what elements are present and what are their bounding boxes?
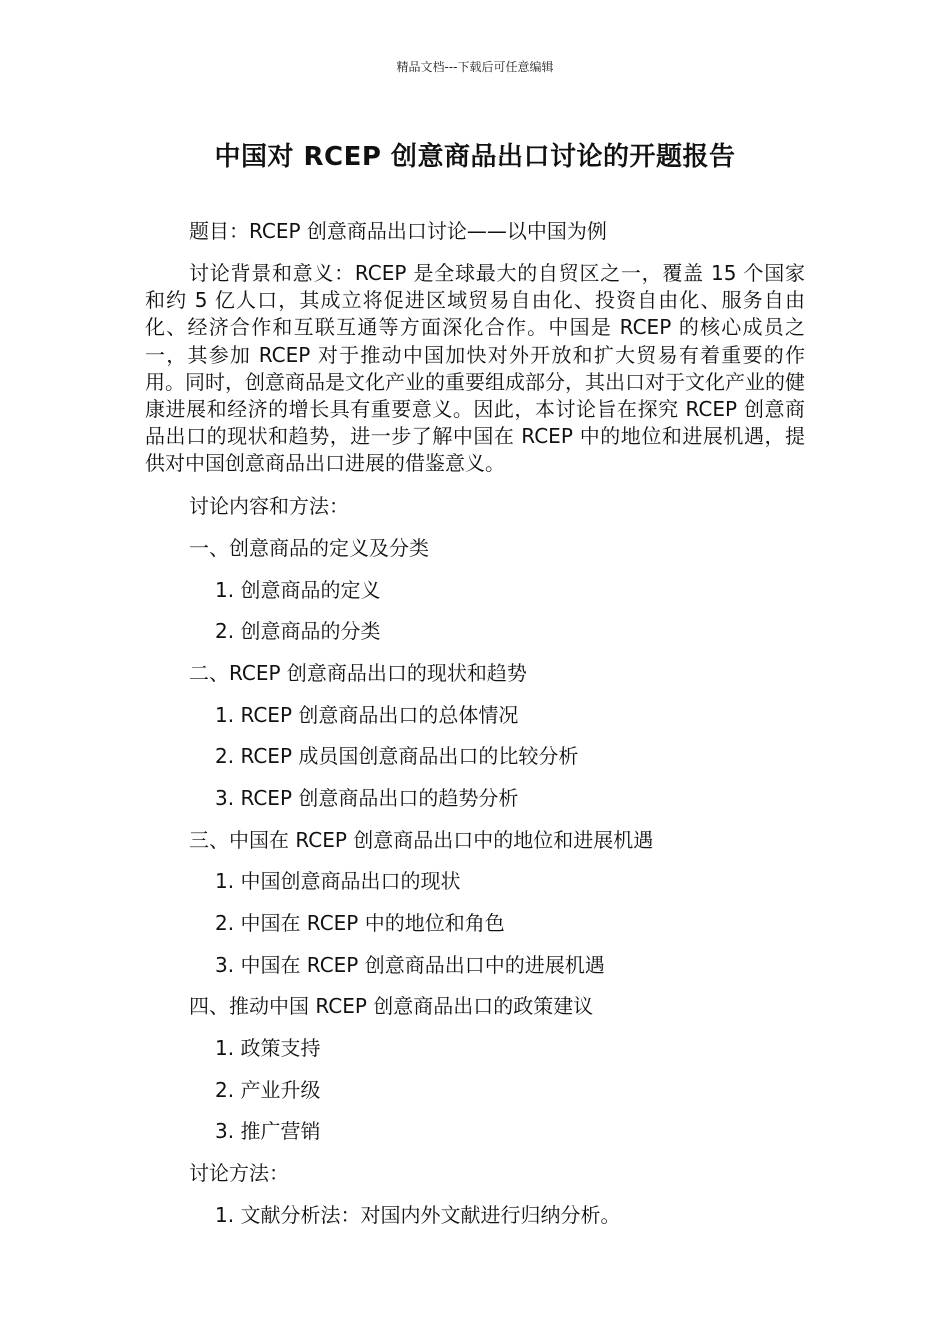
section-item: 1. 创意商品的定义 xyxy=(215,578,381,602)
section-item: 1. RCEP 创意商品出口的总体情况 xyxy=(215,703,519,727)
background-paragraph: 讨论背景和意义：RCEP 是全球最大的自贸区之一，覆盖 15 个国家和约 5 亿人口，其成立将促进区域贸易自由化、投资自由化、服务自由化、经济合作和互联互通等方面深化合作。中国是 RCEP 的核心成员之一，其参加 RCEP 对于推动中国加快对外开放和扩大贸易有着重要的作用。同时，创意商品是文化产业的重要组成部分，其出口对于文化产业的健康进展和经济的增长具有重要意义。因此，本讨论旨在探究 RCEP 创意商品出口的现状和趋势，进一步了解中国在 RCEP 中的地位和进展机遇，提供对中国创意商品出口进展的借鉴意义。 xyxy=(145,261,805,476)
section-heading: 二、RCEP 创意商品出口的现状和趋势 xyxy=(189,661,527,685)
topic-line: 题目：RCEP 创意商品出口讨论——以中国为例 xyxy=(189,219,607,243)
section-heading: 三、中国在 RCEP 创意商品出口中的地位和进展机遇 xyxy=(189,828,654,852)
section-item: 2. 产业升级 xyxy=(215,1078,321,1102)
method-heading: 讨论方法： xyxy=(189,1161,289,1185)
section-item: 2. 中国在 RCEP 中的地位和角色 xyxy=(215,911,505,935)
section-item: 2. 创意商品的分类 xyxy=(215,619,381,643)
section-item: 3. RCEP 创意商品出口的趋势分析 xyxy=(215,786,519,810)
section-item: 1. 政策支持 xyxy=(215,1036,321,1060)
section-item: 3. 中国在 RCEP 创意商品出口中的进展机遇 xyxy=(215,953,605,977)
content-heading: 讨论内容和方法： xyxy=(189,494,349,518)
section-heading: 一、创意商品的定义及分类 xyxy=(189,536,429,560)
section-item: 3. 推广营销 xyxy=(215,1119,321,1143)
section-item: 2. RCEP 成员国创意商品出口的比较分析 xyxy=(215,744,579,768)
document-title: 中国对 RCEP 创意商品出口讨论的开题报告 xyxy=(214,142,736,172)
section-item: 1. 中国创意商品出口的现状 xyxy=(215,869,461,893)
method-item: 1. 文献分析法：对国内外文献进行归纳分析。 xyxy=(215,1203,621,1227)
section-heading: 四、推动中国 RCEP 创意商品出口的政策建议 xyxy=(189,994,594,1018)
header-note: 精品文档---下载后可任意编辑 xyxy=(396,60,554,74)
